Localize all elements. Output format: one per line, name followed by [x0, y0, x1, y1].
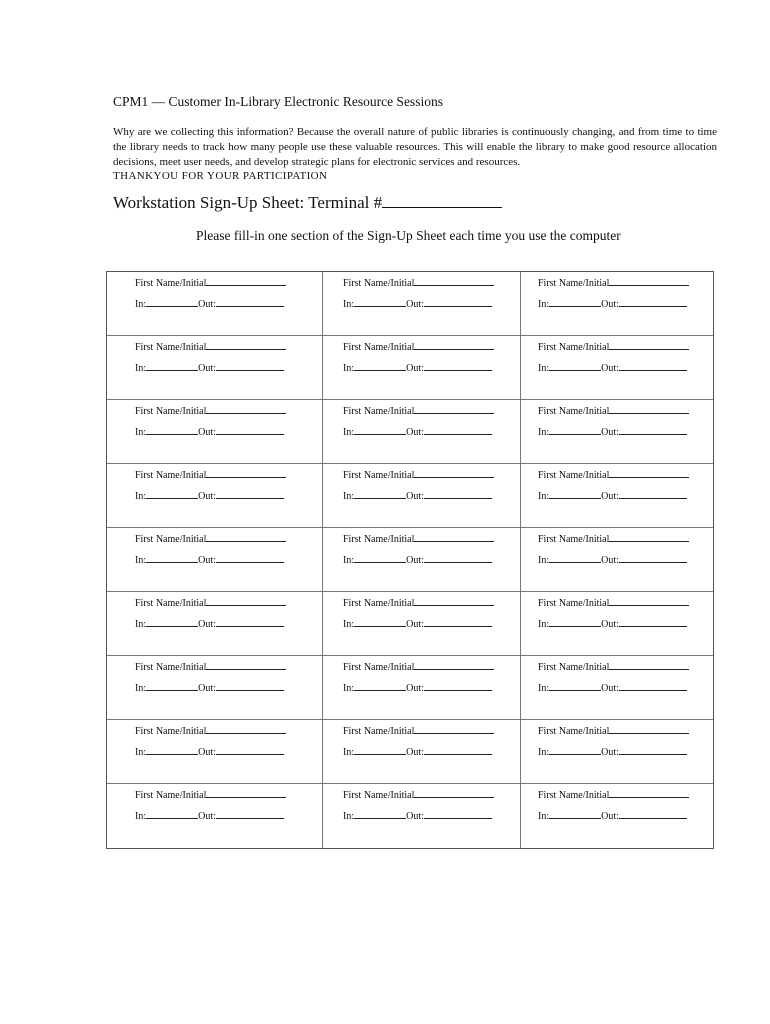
name-label: First Name/Initial [538, 790, 610, 801]
out-time-field[interactable] [619, 744, 687, 755]
time-line [343, 424, 492, 438]
in-time-field[interactable] [354, 680, 406, 691]
name-line [343, 403, 494, 417]
signup-cell [521, 336, 713, 400]
out-time-field[interactable] [619, 296, 687, 307]
name-field[interactable] [414, 787, 494, 798]
in-time-field[interactable] [354, 808, 406, 819]
name-field[interactable] [609, 659, 689, 670]
out-time-field[interactable] [424, 296, 492, 307]
in-time-field[interactable] [549, 744, 601, 755]
out-label: Out: [601, 427, 619, 438]
out-time-field[interactable] [216, 360, 284, 371]
out-label: Out: [601, 491, 619, 502]
time-line [343, 744, 492, 758]
in-time-field[interactable] [354, 296, 406, 307]
signup-cell [323, 784, 521, 848]
time-line [135, 744, 284, 758]
name-field[interactable] [609, 403, 689, 414]
in-time-field[interactable] [549, 680, 601, 691]
document-title: CPM1 — Customer In-Library Electronic Resource Sessions [113, 94, 443, 109]
time-line [135, 424, 284, 438]
signup-cell [521, 400, 713, 464]
name-label: First Name/Initial [343, 726, 415, 737]
in-label: In: [538, 491, 550, 502]
signup-cell [521, 656, 713, 720]
name-field[interactable] [609, 467, 689, 478]
name-field[interactable] [206, 595, 286, 606]
in-time-field[interactable] [549, 296, 601, 307]
out-time-field[interactable] [619, 424, 687, 435]
out-time-field[interactable] [424, 488, 492, 499]
out-time-field[interactable] [216, 744, 284, 755]
in-label: In: [135, 363, 147, 374]
in-time-field[interactable] [549, 552, 601, 563]
time-line [135, 488, 284, 502]
in-label: In: [135, 427, 147, 438]
signup-cell [107, 784, 323, 848]
name-field[interactable] [206, 787, 286, 798]
name-label: First Name/Initial [135, 790, 207, 801]
in-label: In: [538, 619, 550, 630]
time-line [538, 680, 687, 694]
name-label: First Name/Initial [135, 278, 207, 289]
out-time-field[interactable] [619, 488, 687, 499]
out-time-field[interactable] [424, 424, 492, 435]
name-label: First Name/Initial [343, 534, 415, 545]
in-label: In: [538, 427, 550, 438]
signup-cell [107, 400, 323, 464]
name-label: First Name/Initial [135, 470, 207, 481]
in-time-field[interactable] [354, 424, 406, 435]
name-label: First Name/Initial [538, 470, 610, 481]
in-label: In: [538, 299, 550, 310]
out-time-field[interactable] [619, 616, 687, 627]
time-line [135, 680, 284, 694]
signup-cell [521, 592, 713, 656]
time-line [538, 552, 687, 566]
out-label: Out: [406, 619, 424, 630]
out-label: Out: [198, 491, 216, 502]
signup-cell [323, 592, 521, 656]
name-line [343, 595, 494, 609]
out-time-field[interactable] [216, 680, 284, 691]
out-label: Out: [601, 683, 619, 694]
in-label: In: [135, 619, 147, 630]
name-line [538, 723, 689, 737]
name-line [538, 531, 689, 545]
time-line [538, 808, 687, 822]
out-label: Out: [406, 747, 424, 758]
signup-cell [107, 528, 323, 592]
name-field[interactable] [206, 723, 286, 734]
signup-grid [106, 271, 714, 849]
intro-paragraph: Why are we collecting this information? Because the overall nature of public libraries is continuously changing, and from time to time the library needs to track how many people use these valuable resources. This will enable the library to make good resource allocation decisions, meet user needs, and develop strategic plans for electronic services and resources. [113, 126, 717, 168]
in-time-field[interactable] [354, 744, 406, 755]
in-time-field[interactable] [146, 808, 198, 819]
time-line [538, 488, 687, 502]
sheet-title [113, 192, 502, 213]
out-time-field[interactable] [424, 360, 492, 371]
name-field[interactable] [414, 659, 494, 670]
out-time-field[interactable] [424, 744, 492, 755]
name-field[interactable] [206, 403, 286, 414]
name-field[interactable] [609, 723, 689, 734]
name-label: First Name/Initial [538, 278, 610, 289]
name-field[interactable] [414, 467, 494, 478]
sheet-title-text: Workstation Sign-Up Sheet: Terminal # [113, 193, 383, 212]
instructions: Please fill-in one section of the Sign-Up Sheet each time you use the computer [196, 228, 621, 243]
name-line [538, 339, 689, 353]
name-field[interactable] [609, 531, 689, 542]
name-field[interactable] [206, 275, 286, 286]
signup-cell [107, 656, 323, 720]
name-line [538, 787, 689, 801]
name-line [538, 275, 689, 289]
time-line [538, 360, 687, 374]
name-field[interactable] [414, 339, 494, 350]
name-line [135, 403, 286, 417]
name-field[interactable] [414, 531, 494, 542]
out-label: Out: [601, 299, 619, 310]
out-time-field[interactable] [619, 680, 687, 691]
time-line [343, 488, 492, 502]
time-line [135, 616, 284, 630]
out-label: Out: [406, 683, 424, 694]
in-label: In: [343, 491, 355, 502]
name-label: First Name/Initial [343, 662, 415, 673]
out-label: Out: [406, 299, 424, 310]
name-label: First Name/Initial [343, 470, 415, 481]
time-line [343, 552, 492, 566]
name-field[interactable] [414, 403, 494, 414]
in-label: In: [538, 747, 550, 758]
signup-cell [521, 272, 713, 336]
name-line [135, 339, 286, 353]
in-time-field[interactable] [146, 744, 198, 755]
name-line [538, 595, 689, 609]
time-line [135, 552, 284, 566]
signup-cell [323, 720, 521, 784]
signup-cell [107, 272, 323, 336]
out-time-field[interactable] [619, 808, 687, 819]
time-line [538, 296, 687, 310]
out-time-field[interactable] [424, 808, 492, 819]
name-label: First Name/Initial [135, 598, 207, 609]
out-time-field[interactable] [424, 616, 492, 627]
name-line [343, 531, 494, 545]
time-line [343, 680, 492, 694]
out-label: Out: [198, 427, 216, 438]
signup-cell [323, 464, 521, 528]
in-label: In: [343, 427, 355, 438]
signup-cell [107, 336, 323, 400]
name-line [343, 275, 494, 289]
out-label: Out: [406, 427, 424, 438]
name-label: First Name/Initial [135, 662, 207, 673]
name-label: First Name/Initial [135, 406, 207, 417]
name-line [135, 275, 286, 289]
name-field[interactable] [206, 531, 286, 542]
out-time-field[interactable] [619, 360, 687, 371]
in-time-field[interactable] [146, 616, 198, 627]
signup-cell [107, 592, 323, 656]
out-label: Out: [198, 683, 216, 694]
in-time-field[interactable] [146, 488, 198, 499]
out-label: Out: [601, 619, 619, 630]
out-time-field[interactable] [216, 488, 284, 499]
name-line [135, 659, 286, 673]
name-label: First Name/Initial [538, 342, 610, 353]
out-time-field[interactable] [619, 552, 687, 563]
in-label: In: [538, 811, 550, 822]
thank-you-line: THANKYOU FOR YOUR PARTICIPATION [113, 170, 328, 182]
in-time-field[interactable] [354, 488, 406, 499]
name-label: First Name/Initial [538, 662, 610, 673]
time-line [135, 808, 284, 822]
signup-cell [323, 528, 521, 592]
time-line [538, 424, 687, 438]
time-line [343, 808, 492, 822]
name-label: First Name/Initial [538, 726, 610, 737]
in-time-field[interactable] [146, 296, 198, 307]
terminal-number-field[interactable] [382, 192, 502, 208]
name-field[interactable] [206, 659, 286, 670]
name-label: First Name/Initial [538, 534, 610, 545]
signup-cell [521, 528, 713, 592]
out-label: Out: [198, 811, 216, 822]
signup-cell [323, 656, 521, 720]
in-time-field[interactable] [354, 360, 406, 371]
time-line [538, 744, 687, 758]
name-label: First Name/Initial [343, 406, 415, 417]
out-label: Out: [198, 619, 216, 630]
in-time-field[interactable] [549, 616, 601, 627]
in-label: In: [343, 747, 355, 758]
out-label: Out: [406, 555, 424, 566]
in-label: In: [135, 811, 147, 822]
time-line [343, 296, 492, 310]
name-label: First Name/Initial [135, 534, 207, 545]
name-label: First Name/Initial [343, 790, 415, 801]
name-label: First Name/Initial [538, 598, 610, 609]
out-time-field[interactable] [216, 808, 284, 819]
in-time-field[interactable] [549, 424, 601, 435]
out-label: Out: [601, 747, 619, 758]
in-label: In: [538, 363, 550, 374]
out-time-field[interactable] [216, 616, 284, 627]
name-line [538, 403, 689, 417]
name-field[interactable] [609, 595, 689, 606]
name-line [135, 467, 286, 481]
name-field[interactable] [414, 595, 494, 606]
name-line [538, 659, 689, 673]
in-label: In: [538, 683, 550, 694]
name-line [135, 595, 286, 609]
signup-cell [521, 720, 713, 784]
out-time-field[interactable] [216, 296, 284, 307]
in-time-field[interactable] [146, 424, 198, 435]
signup-cell [521, 464, 713, 528]
in-label: In: [343, 619, 355, 630]
signup-cell [107, 464, 323, 528]
out-time-field[interactable] [424, 680, 492, 691]
name-line [343, 787, 494, 801]
name-line [538, 467, 689, 481]
name-line [135, 531, 286, 545]
signup-cell [323, 272, 521, 336]
out-label: Out: [601, 811, 619, 822]
name-field[interactable] [609, 275, 689, 286]
in-time-field[interactable] [549, 488, 601, 499]
in-time-field[interactable] [146, 680, 198, 691]
signup-cell [323, 336, 521, 400]
name-field[interactable] [414, 275, 494, 286]
in-label: In: [343, 811, 355, 822]
name-label: First Name/Initial [538, 406, 610, 417]
out-time-field[interactable] [424, 552, 492, 563]
name-field[interactable] [414, 723, 494, 734]
signup-cell [323, 400, 521, 464]
in-time-field[interactable] [354, 552, 406, 563]
in-label: In: [343, 363, 355, 374]
name-line [135, 787, 286, 801]
signup-cell [521, 784, 713, 848]
in-label: In: [135, 747, 147, 758]
out-label: Out: [406, 363, 424, 374]
name-label: First Name/Initial [135, 342, 207, 353]
in-label: In: [343, 555, 355, 566]
name-field[interactable] [206, 339, 286, 350]
name-line [343, 339, 494, 353]
in-label: In: [135, 299, 147, 310]
in-label: In: [343, 299, 355, 310]
in-label: In: [538, 555, 550, 566]
out-label: Out: [601, 363, 619, 374]
out-time-field[interactable] [216, 424, 284, 435]
out-label: Out: [601, 555, 619, 566]
out-label: Out: [406, 811, 424, 822]
name-label: First Name/Initial [135, 726, 207, 737]
name-line [343, 659, 494, 673]
name-label: First Name/Initial [343, 278, 415, 289]
out-label: Out: [198, 747, 216, 758]
in-label: In: [135, 555, 147, 566]
in-time-field[interactable] [354, 616, 406, 627]
time-line [343, 616, 492, 630]
out-label: Out: [198, 299, 216, 310]
out-label: Out: [406, 491, 424, 502]
out-label: Out: [198, 555, 216, 566]
name-field[interactable] [609, 339, 689, 350]
in-label: In: [343, 683, 355, 694]
time-line [135, 296, 284, 310]
in-label: In: [135, 683, 147, 694]
in-time-field[interactable] [146, 360, 198, 371]
name-line [135, 723, 286, 737]
name-label: First Name/Initial [343, 598, 415, 609]
time-line [538, 616, 687, 630]
in-time-field[interactable] [146, 552, 198, 563]
name-field[interactable] [609, 787, 689, 798]
time-line [135, 360, 284, 374]
name-field[interactable] [206, 467, 286, 478]
name-line [343, 467, 494, 481]
out-label: Out: [198, 363, 216, 374]
in-label: In: [135, 491, 147, 502]
in-time-field[interactable] [549, 360, 601, 371]
out-time-field[interactable] [216, 552, 284, 563]
name-label: First Name/Initial [343, 342, 415, 353]
signup-cell [107, 720, 323, 784]
name-line [343, 723, 494, 737]
time-line [343, 360, 492, 374]
in-time-field[interactable] [549, 808, 601, 819]
